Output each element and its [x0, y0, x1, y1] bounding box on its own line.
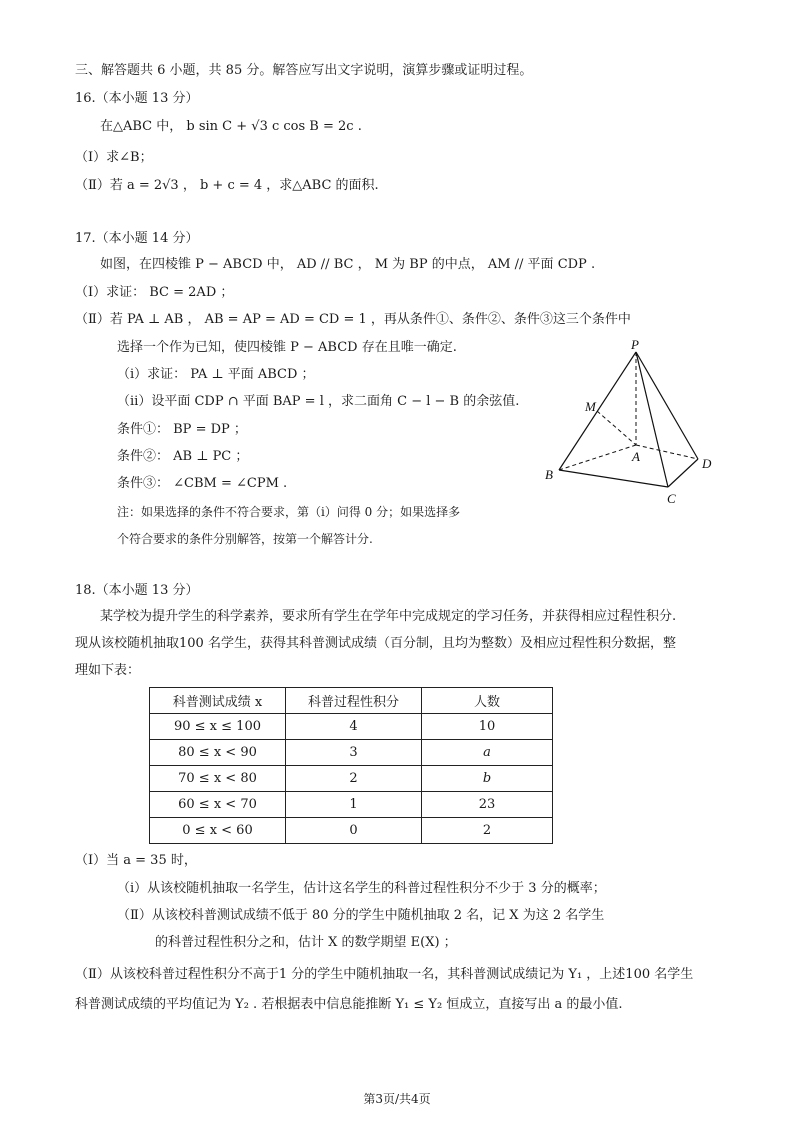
table-cell: 3 [286, 740, 422, 766]
table-cell: 90 ≤ x ≤ 100 [150, 714, 286, 740]
q17-part2-line1: （Ⅱ）若 PA ⊥ AB ， AB = AP = AD = CD = 1 ，再从条件①、条件②、条件③这三个条件中 [75, 312, 631, 327]
q17-condition-2: 条件②： AB ⊥ PC ； [117, 449, 249, 464]
table-row [150, 740, 553, 766]
score-table [149, 687, 553, 844]
label-P: P [631, 337, 639, 352]
pyramid-figure [535, 333, 725, 513]
q18-heading: 18.（本小题 13 分） [75, 583, 199, 598]
table-cell: 2 [286, 766, 422, 792]
table-cell: 80 ≤ x < 90 [150, 740, 286, 766]
q17-part2-line2: 选择一个作为已知，使四棱锥 P − ABCD 存在且唯一确定. [117, 340, 457, 355]
label-B: B [545, 467, 553, 482]
q18-stem-line1: 某学校为提升学生的科学素养，要求所有学生在学年中完成规定的学习任务，并获得相应过程性积分. [100, 609, 677, 624]
table-cell: 10 [422, 714, 553, 740]
q16-stem: 在△ABC 中， b sin C + √3 c cos B = 2c . [100, 119, 362, 134]
table-cell: a [422, 740, 553, 766]
q18-part1: （Ⅰ）当 a = 35 时， [75, 853, 197, 868]
q17-part1: （Ⅰ）求证： BC = 2AD ； [75, 285, 234, 300]
q18-stem-line3: 理如下表： [75, 663, 141, 678]
page-footer: 第3页/共4页 [363, 1092, 431, 1106]
q17-sub-ii: （ⅱ）设平面 CDP ∩ 平面 BAP = l ，求二面角 C − l − B 的余弦值. [117, 394, 520, 409]
table-cell: b [422, 766, 553, 792]
label-A: A [632, 449, 640, 464]
label-D: D [702, 456, 712, 471]
table-header-row [150, 688, 553, 714]
table-cell: 0 ≤ x < 60 [150, 818, 286, 844]
table-header-cell: 人数 [422, 688, 553, 714]
table-cell: 23 [422, 792, 553, 818]
table-header-cell: 科普过程性积分 [286, 688, 422, 714]
label-C: C [667, 491, 676, 506]
table-cell: 0 [286, 818, 422, 844]
q17-note-line2: 个符合要求的条件分别解答，按第一个解答计分. [117, 532, 373, 546]
table-cell: 4 [286, 714, 422, 740]
table-cell: 2 [422, 818, 553, 844]
q18-sub-i: （ⅰ）从该校随机抽取一名学生，估计这名学生的科普过程性积分不少于 3 分的概率； [117, 881, 606, 896]
q18-sub-ii-line2: 的科普过程性积分之和，估计 X 的数学期望 E(X) ； [155, 935, 457, 950]
label-M: M [585, 399, 596, 414]
q16-part1: （Ⅰ）求∠B； [75, 150, 153, 165]
table-cell: 70 ≤ x < 80 [150, 766, 286, 792]
q17-sub-i: （ⅰ）求证： PA ⊥ 平面 ABCD ； [117, 367, 315, 382]
table-row [150, 792, 553, 818]
q16-part2: （Ⅱ）若 a = 2√3 ， b + c = 4 ，求△ABC 的面积. [75, 178, 379, 193]
table-cell: 60 ≤ x < 70 [150, 792, 286, 818]
table-cell: 1 [286, 792, 422, 818]
section-header: 三、解答题共 6 小题，共 85 分。解答应写出文字说明，演算步骤或证明过程。 [75, 63, 533, 78]
q18-sub-ii-line1: （Ⅱ）从该校科普测试成绩不低于 80 分的学生中随机抽取 2 名，记 X 为这 2 名学生 [117, 908, 605, 923]
table-row [150, 818, 553, 844]
q16-heading: 16.（本小题 13 分） [75, 91, 199, 106]
q18-part2-line2: 科普测试成绩的平均值记为 Y₂ . 若根据表中信息能推断 Y₁ ≤ Y₂ 恒成立，直接写出 a 的最小值. [75, 997, 623, 1012]
q18-stem-line2: 现从该校随机抽取100 名学生，获得其科普测试成绩（百分制，且均为整数）及相应过程性积分数据，整 [75, 636, 676, 651]
table-header-cell: 科普测试成绩 x [150, 688, 286, 714]
q18-part2-line1: （Ⅱ）从该校科普过程性积分不高于1 分的学生中随机抽取一名，其科普测试成绩记为 Y₁ ，上述100 名学生 [75, 967, 694, 982]
q17-condition-3: 条件③： ∠CBM = ∠CPM . [117, 476, 288, 491]
q17-note-line1: 注：如果选择的条件不符合要求，第（ⅰ）问得 0 分；如果选择多 [117, 505, 461, 519]
table-row [150, 766, 553, 792]
q17-stem: 如图，在四棱锥 P − ABCD 中， AD // BC ， M 为 BP 的中点， AM // 平面 CDP . [100, 257, 596, 272]
q17-condition-1: 条件①： BP = DP ； [117, 422, 247, 437]
table-row [150, 714, 553, 740]
q17-heading: 17.（本小题 14 分） [75, 231, 199, 246]
